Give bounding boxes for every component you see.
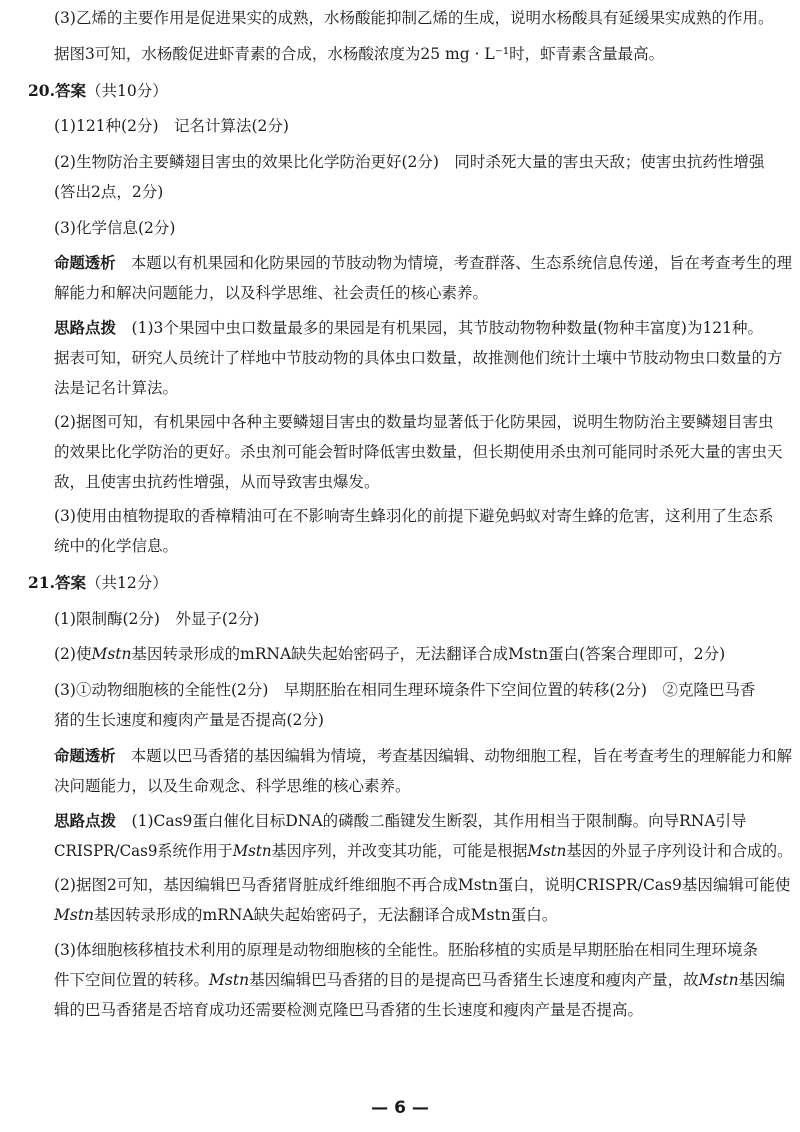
q20-hint-p2-line-1: (2)据图可知，有机果园中各种主要鳞翅目害虫的数量均显著低于化防果园，说明生物防治主要鳞翅目害虫 <box>54 413 774 431</box>
q21-score: （共12分） <box>85 574 168 592</box>
q21-answer-2 <box>54 644 725 664</box>
gene-name: Mstn <box>54 906 95 924</box>
q20-analysis-label: 命题透析 <box>54 253 116 272</box>
q21-hint-p3-line-2 <box>54 970 785 990</box>
q21-analysis-text: 本题以巴马香猪的基因编辑为情境，考查基因编辑、动物细胞工程，旨在考查考生的理解能力和解 <box>130 747 793 765</box>
gene-name: Mstn <box>527 842 567 860</box>
page-number: — 6 — <box>371 1098 429 1118</box>
gene-name: Mstn <box>91 645 132 663</box>
text-segment: 基因序列，并改变其功能，可能是根据 <box>271 842 528 860</box>
q21-hint-label: 思路点拨 <box>54 811 117 830</box>
text-segment: 件下空间位置的转移。 <box>54 971 210 989</box>
q20-answer-label: 答案 <box>54 81 86 100</box>
q21-analysis-label: 命题透析 <box>54 746 116 765</box>
q20-number: 20. <box>28 81 55 100</box>
q20-hint-p1-line-2: 据表可知，研究人员统计了样地中节肢动物的具体虫口数量，故推测他们统计土壤中节肢动物虫口数量的方 <box>54 349 783 367</box>
q20-analysis-line-2: 解能力和解决问题能力，以及科学思维、社会责任的核心素养。 <box>54 284 489 302</box>
gene-name: Mstn <box>209 971 250 989</box>
q20-score: （共10分） <box>85 82 168 100</box>
text-segment: 基因编辑巴马香猪的目的是提高巴马香猪生长速度和瘦肉产量，故 <box>249 971 699 989</box>
q20-hint-p1-line-3: 法是记名计算法。 <box>54 379 179 397</box>
q20-answer-1: (1)121种(2分) 记名计算法(2分) <box>54 117 289 135</box>
q19-line-1: (3)乙烯的主要作用是促进果实的成熟，水杨酸能抑制乙烯的生成，说明水杨酸具有延缓果实成熟的作用。 <box>54 9 774 27</box>
q21-hint-p3-line-1: (3)体细胞核移植技术利用的原理是动物细胞核的全能性。胚胎移植的实质是早期胚胎在相同生理环境条 <box>54 941 758 959</box>
q20-hint-label: 思路点拨 <box>54 318 117 337</box>
q21-hint-p2-line-1: (2)据图2可知，基因编辑巴马香猪肾脏成纤维细胞不再合成Mstn蛋白，说明CRISPR/Cas9基因编辑可能使 <box>54 876 791 894</box>
q20-hint-line-1 <box>54 318 763 338</box>
text-segment: 基因编 <box>738 971 786 989</box>
q21-hint-p1-line-2 <box>54 841 792 861</box>
q21-hint-text: (1)Cas9蛋白催化目标DNA的磷酸二酯键发生断裂，其作用相当于限制酶。向导RNA引导 <box>131 812 747 830</box>
q21-hint-p2-line-2 <box>54 905 557 925</box>
q21-answer-1: (1)限制酶(2分) 外显子(2分) <box>54 610 260 628</box>
q21-analysis-line-1 <box>54 746 792 766</box>
gene-name: Mstn <box>232 842 272 860</box>
q20-analysis-text: 本题以有机果园和化防果园的节肢动物为情境，考查群落、生态系统信息传递，旨在考查考生的理 <box>130 254 793 272</box>
q20-header <box>28 81 168 101</box>
q21-number: 21. <box>28 573 55 592</box>
text-segment: CRISPR/Cas9系统作用于 <box>54 842 233 860</box>
q20-hint-text: (1)3个果园中虫口数量最多的果园是有机果园，其节肢动物物种数量(物种丰富度)为121种。 <box>131 319 764 337</box>
q20-hint-p2-line-3: 敌，且使害虫抗药性增强，从而导致害虫爆发。 <box>54 473 380 491</box>
q19-line-2: 据图3可知，水杨酸促进虾青素的合成，水杨酸浓度为25 mg · L⁻¹时，虾青素含量最高。 <box>54 45 665 63</box>
q21-answer-3-line-2: 猪的生长速度和瘦肉产量是否提高(2分) <box>54 711 324 729</box>
q20-analysis-line-1 <box>54 253 792 273</box>
gene-name: Mstn <box>698 971 739 989</box>
text-segment: 基因的外显子序列设计和合成的。 <box>566 842 793 860</box>
q20-answer-2-line-2: (答出2点，2分) <box>54 183 164 201</box>
q21-header <box>28 573 168 593</box>
q20-answer-2-line-1: (2)生物防治主要鳞翅目害虫的效果比化学防治更好(2分) 同时杀死大量的害虫天敌；使害虫抗药性增强 <box>54 153 765 171</box>
q21-answer-2-pre: (2)使 <box>54 645 92 663</box>
q20-hint-p2-line-2: 的效果比化学防治的更好。杀虫剂可能会暂时降低害虫数量，但长期使用杀虫剂可能同时杀死大量的害虫天 <box>54 443 783 461</box>
text-segment: 基因转录形成的mRNA缺失起始密码子，无法翻译合成Mstn蛋白。 <box>94 906 558 924</box>
q21-answer-3-line-1: (3)①动物细胞核的全能性(2分) 早期胚胎在相同生理环境条件下空间位置的转移(2分) ②克隆巴马香 <box>54 681 756 699</box>
q21-answer-2-post: 基因转录形成的mRNA缺失起始密码子，无法翻译合成Mstn蛋白(答案合理即可，2分) <box>131 645 726 663</box>
q21-hint-p3-line-3: 辑的巴马香猪是否培育成功还需要检测克隆巴马香猪的生长速度和瘦肉产量是否提高。 <box>54 1001 644 1019</box>
q20-hint-p3-line-2: 统中的化学信息。 <box>54 537 179 555</box>
q20-hint-p3-line-1: (3)使用由植物提取的香樟精油可在不影响寄生蜂羽化的前提下避免蚂蚁对寄生蜂的危害，这利用了生态系 <box>54 507 774 525</box>
q21-analysis-line-2: 决问题能力，以及生命观念、科学思维的核心素养。 <box>54 777 411 795</box>
q21-hint-line-1 <box>54 811 747 831</box>
q21-answer-label: 答案 <box>54 573 86 592</box>
q20-answer-3: (3)化学信息(2分) <box>54 219 176 237</box>
